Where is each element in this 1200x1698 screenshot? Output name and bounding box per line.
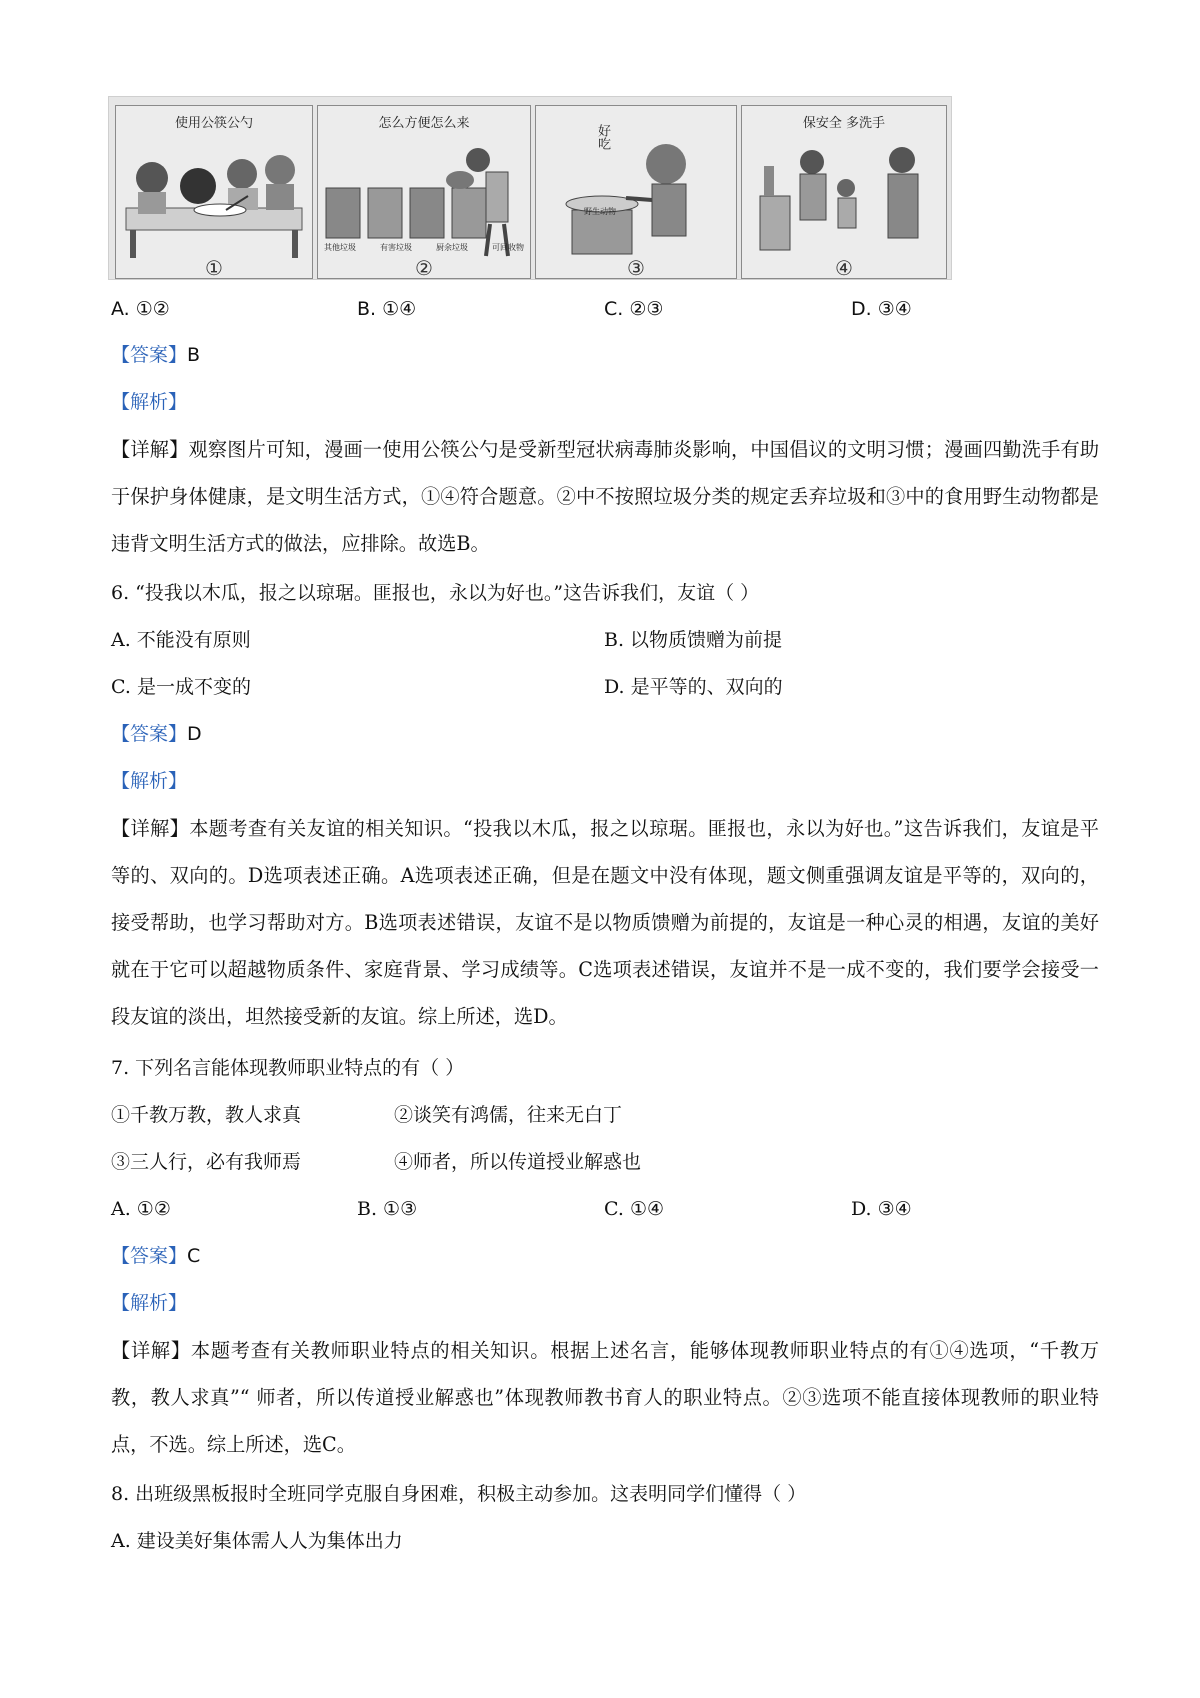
q6-detail [111,805,1099,1040]
bin-label: 其他垃圾 [324,243,356,252]
q5-analysis-tag: 【解析】 [111,391,188,413]
panel-number: ② [415,256,433,280]
q7-option-c: C. ①④ [604,1198,665,1220]
comic-strip [108,96,952,280]
q5-option-d: D. ③④ [851,298,912,320]
answer-tag: 【答案】 [111,723,188,745]
answer-tag: 【答案】 [111,344,188,366]
q7-answer [111,1242,200,1270]
q6-option-c: C. 是一成不变的 [111,676,251,698]
bin-label: 可回收物 [492,243,524,252]
q5-option-a: A. ①② [111,298,170,320]
q6-option-a: A. 不能没有原则 [111,629,251,651]
detail-tag: 【详解】 [111,1339,191,1362]
dish-label: 野生动物 [584,207,616,216]
wild-animal-dish-illustration [536,130,736,270]
comic-panel-1 [115,105,313,279]
detail-text: 本题考查有关友谊的相关知识。“投我以木瓜，报之以琼琚。匪报也，永以为好也。”这告诉我们，友谊是平等的、双向的。D选项表述正确。A选项表述正确，但是在题文中没有体现，题文侧重强调友谊是平等的，双向的，接受帮助，也学习帮助对方。B选项表述错误，友谊不是以物质馈赠为前提的，友谊是一种心灵的相遇，友谊的美好就在于它可以超越物质条件、家庭背景、学习成绩等。C选项表述错误，友谊并不是一成不变的，我们要学会接受一段友谊的淡出，坦然接受新的友谊。综上所述，选D。 [111,817,1099,1028]
q6-analysis-tag: 【解析】 [111,770,188,792]
bin-labels [324,242,524,253]
q5-option-c: C. ②③ [604,298,664,320]
q8-question: 8. 出班级黑板报时全班同学克服自身困难，积极主动参加。这表明同学们懂得（ ） [111,1483,807,1505]
q5-answer [111,341,200,369]
shared-meal-illustration [116,130,312,270]
q6-question: 6. “投我以木瓜，报之以琼琚。匪报也，永以为好也。”这告诉我们，友谊（ ） [111,582,760,604]
q6-answer [111,720,202,748]
q7-option-b: B. ①③ [357,1198,418,1220]
q7-item-1: ①千教万教，教人求真 [111,1104,302,1126]
q5-detail [111,426,1099,567]
q7-item-4: ④师者，所以传道授业解惑也 [394,1151,642,1173]
detail-tag: 【详解】 [111,817,190,840]
panel-caption: 好吃 [595,124,610,150]
q7-question: 7. 下列名言能体现教师职业特点的有（ ） [111,1057,465,1079]
panel-caption: 使用公筷公勺 [174,116,253,131]
panel-caption: 怎么方便怎么来 [378,116,470,131]
q6-option-b: B. 以物质馈赠为前提 [604,629,783,651]
comic-panel-3 [535,105,737,279]
q7-item-2: ②谈笑有鸿儒，往来无白丁 [394,1104,623,1126]
q6-option-d: D. 是平等的、双向的 [604,676,783,698]
answer-tag: 【答案】 [111,1245,188,1267]
detail-text: 观察图片可知，漫画一使用公筷公勺是受新型冠状病毒肺炎影响，中国倡议的文明习惯；漫画四勤洗手有助于保护身体健康，是文明生活方式，①④符合题意。②中不按照垃圾分类的规定丢弃垃圾和③中的食用野生动物都是违背文明生活方式的做法，应排除。故选B。 [111,438,1100,555]
hand-washing-illustration [742,130,946,270]
q5-option-b: B. ①④ [357,298,417,320]
detail-text: 本题考查有关教师职业特点的相关知识。根据上述名言，能够体现教师职业特点的有①④选项，“千教万教，教人求真”“ 师者，所以传道授业解惑也”体现教师教书育人的职业特点。②③选项不能直接体现教师的职业特点，不选。综上所述，选C。 [111,1339,1100,1456]
q7-detail [111,1327,1099,1468]
comic-panel-4 [741,105,947,279]
q8-option-a: A. 建设美好集体需人人为集体出力 [111,1530,403,1552]
q7-analysis-tag: 【解析】 [111,1292,188,1314]
q7-option-d: D. ③④ [851,1198,912,1220]
q7-option-a: A. ①② [111,1198,171,1220]
q7-item-3: ③三人行，必有我师焉 [111,1151,302,1173]
panel-caption: 保安全 多洗手 [802,116,886,131]
answer-value: C [187,1245,201,1267]
bin-label: 有害垃圾 [380,243,412,252]
answer-value: D [187,723,202,745]
panel-number: ③ [627,256,645,280]
detail-tag: 【详解】 [111,438,189,461]
panel-number: ④ [835,256,853,280]
answer-value: B [187,344,201,366]
panel-number: ① [205,256,223,280]
bin-label: 厨余垃圾 [436,243,468,252]
comic-panel-2 [317,105,531,279]
